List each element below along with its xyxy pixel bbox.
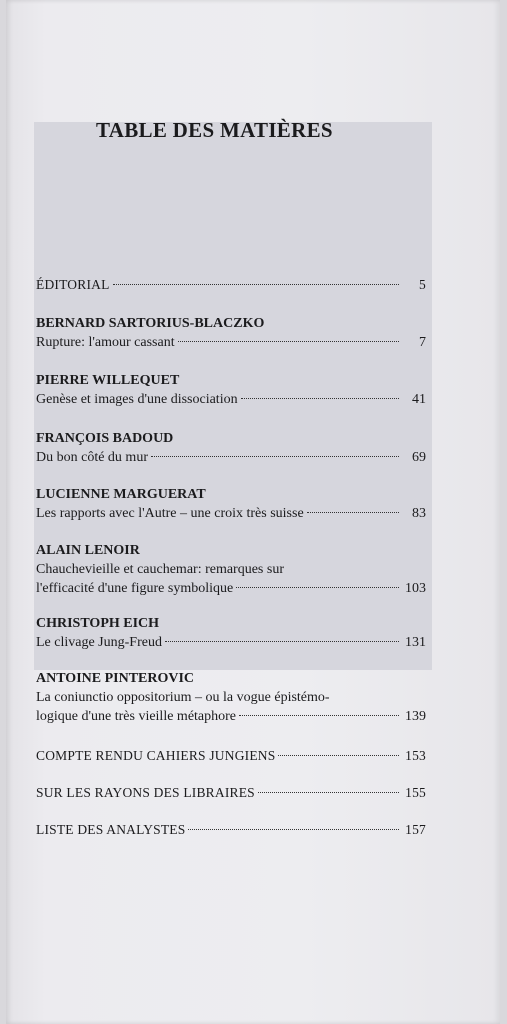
page-number: 103 [405, 581, 426, 596]
page-number: 69 [412, 450, 426, 465]
entry-author: BERNARD SARTORIUS-BLACZKO [36, 316, 265, 331]
toc-entry-analystes [36, 820, 426, 839]
toc-entry-rayons [36, 783, 426, 802]
dot-leader [258, 791, 399, 793]
dot-leader [165, 640, 399, 642]
entry-title-line: La coniunctio oppositorium – ou la vogue épistémo- [36, 690, 330, 705]
entry-title: SUR LES RAYONS DES LIBRAIRES [36, 785, 255, 800]
toc-entry-marguerat [36, 485, 426, 523]
page-number: 41 [412, 392, 426, 407]
dot-leader [178, 340, 399, 342]
entry-author: CHRISTOPH EICH [36, 616, 160, 631]
entry-title-line: Chauchevieille et cauchemar: remarques sur [36, 562, 284, 577]
dot-leader [113, 283, 399, 285]
toc-entry-willequet [36, 371, 426, 409]
dot-leader [239, 714, 399, 716]
toc-entry-sartorius [36, 314, 426, 352]
dot-leader [307, 511, 399, 513]
entry-title: Le clivage Jung-Freud [36, 635, 162, 650]
page-title: TABLE DES MATIÈRES [96, 118, 333, 142]
entry-title: COMPTE RENDU CAHIERS JUNGIENS [36, 748, 276, 763]
page-number: 157 [405, 822, 426, 837]
entry-title: ÉDITORIAL [36, 277, 110, 292]
toc-entry-lenoir [36, 541, 426, 598]
entry-title: Genèse et images d'une dissociation [36, 392, 238, 407]
dot-leader [236, 586, 399, 588]
toc-entry-eich [36, 614, 426, 652]
entry-title: Les rapports avec l'Autre – une croix très suisse [36, 506, 304, 521]
entry-title: LISTE DES ANALYSTES [36, 822, 186, 837]
dot-leader [278, 754, 399, 756]
entry-title: Du bon côté du mur [36, 450, 148, 465]
page-number: 131 [405, 635, 426, 650]
entry-title: logique d'une très vieille métaphore [36, 709, 237, 724]
page-number: 155 [405, 785, 426, 800]
toc-entry-badoud [36, 429, 426, 467]
page-number: 83 [412, 506, 426, 521]
entry-author: LUCIENNE MARGUERAT [36, 487, 206, 502]
dot-leader [151, 455, 399, 457]
entry-author: ALAIN LENOIR [36, 543, 140, 558]
dot-leader [241, 397, 399, 399]
page-number: 7 [419, 335, 426, 350]
entry-author: PIERRE WILLEQUET [36, 373, 180, 388]
dot-leader [188, 828, 399, 830]
page-number: 139 [405, 709, 426, 724]
entry-author: ANTOINE PINTEROVIC [36, 671, 195, 686]
toc-entry-editorial [36, 275, 426, 294]
entry-title: Rupture: l'amour cassant [36, 335, 175, 350]
page-number: 5 [419, 277, 426, 292]
book-page [6, 0, 500, 1024]
toc-entry-compte-rendu [36, 746, 426, 765]
toc-entry-pinterovic [36, 669, 426, 726]
entry-title: l'efficacité d'une figure symbolique [36, 581, 234, 596]
page-number: 153 [405, 748, 426, 763]
entry-author: FRANÇOIS BADOUD [36, 431, 174, 446]
